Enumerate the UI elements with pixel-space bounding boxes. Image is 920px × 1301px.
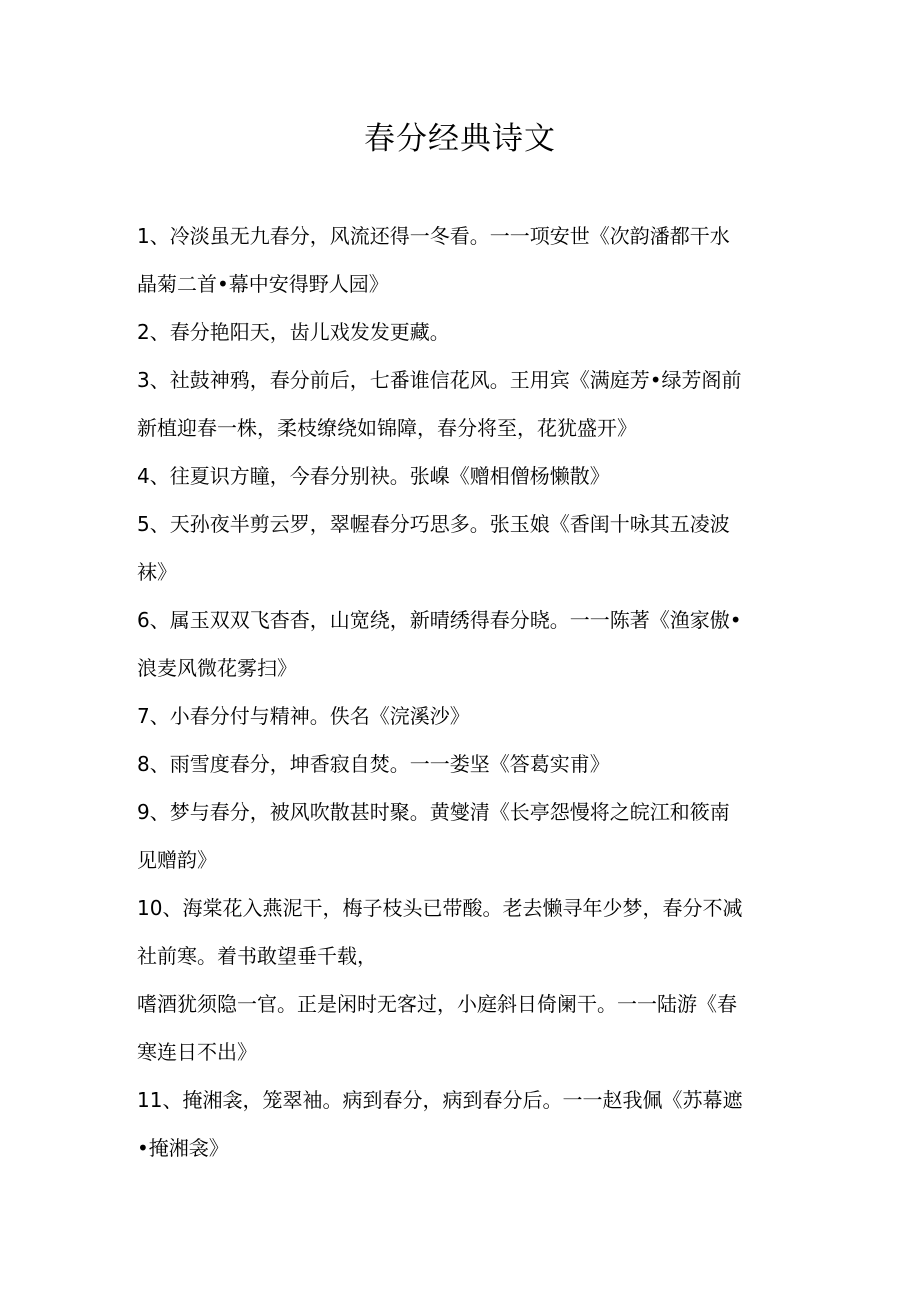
text-line: 9、梦与春分，被风吹散甚时聚。黄燮清《长亭怨慢将之皖江和筱南 — [137, 800, 730, 824]
text-line: 7、小春分付与精神。佚名《浣溪沙》 — [137, 704, 470, 728]
text-line: 3、社鼓神鸦，春分前后，七番谁信花风。王用宾《满庭芳•绿芳阁前 — [137, 368, 742, 392]
text-line: 浪麦风微花雾扫》 — [137, 656, 297, 680]
text-line: 见赠韵》 — [137, 848, 217, 872]
text-line: 5、天孙夜半剪云罗，翠幄春分巧思多。张玉娘《香闺十咏其五凌波 — [137, 512, 730, 536]
text-line: 11、掩湘衾，笼翠袖。病到春分，病到春分后。一一赵我佩《苏幕遮 — [137, 1088, 743, 1112]
text-line: •掩湘衾》 — [137, 1136, 229, 1160]
text-line: 6、属玉双双飞杳杳，山宽绕，新晴绣得春分晓。一一陈著《渔家傲• — [137, 608, 742, 632]
text-line: 社前寒。着书敢望垂千载， — [137, 944, 377, 968]
text-line: 晶菊二首•幕中安得野人园》 — [137, 272, 389, 296]
text-line: 袜》 — [137, 560, 177, 584]
page-title: 春分经典诗文 — [364, 121, 556, 157]
poem-list — [137, 212, 787, 1172]
text-line: 寒连日不出》 — [137, 1040, 257, 1064]
text-line: 4、往夏识方瞳，今春分别袂。张嵲《赠相僧杨懒散》 — [137, 464, 610, 488]
text-line: 1、冷淡虽无九春分，风流还得一冬看。一一项安世《次韵潘都干水 — [137, 224, 730, 248]
text-line: 2、春分艳阳天，齿儿戏发发更藏。 — [137, 320, 450, 344]
text-line: 10、海棠花入燕泥干，梅子枝头已带酸。老去懒寻年少梦，春分不减 — [137, 896, 743, 920]
text-line: 新植迎春一株，柔枝缭绕如锦障，春分将至，花犹盛开》 — [137, 416, 637, 440]
text-line: 嗜酒犹须隐一官。正是闲时无客过，小庭斜日倚阑干。一一陆游《春 — [137, 992, 737, 1016]
text-line: 8、雨雪度春分，坤香寂自焚。一一娄坚《答葛实甫》 — [137, 752, 610, 776]
